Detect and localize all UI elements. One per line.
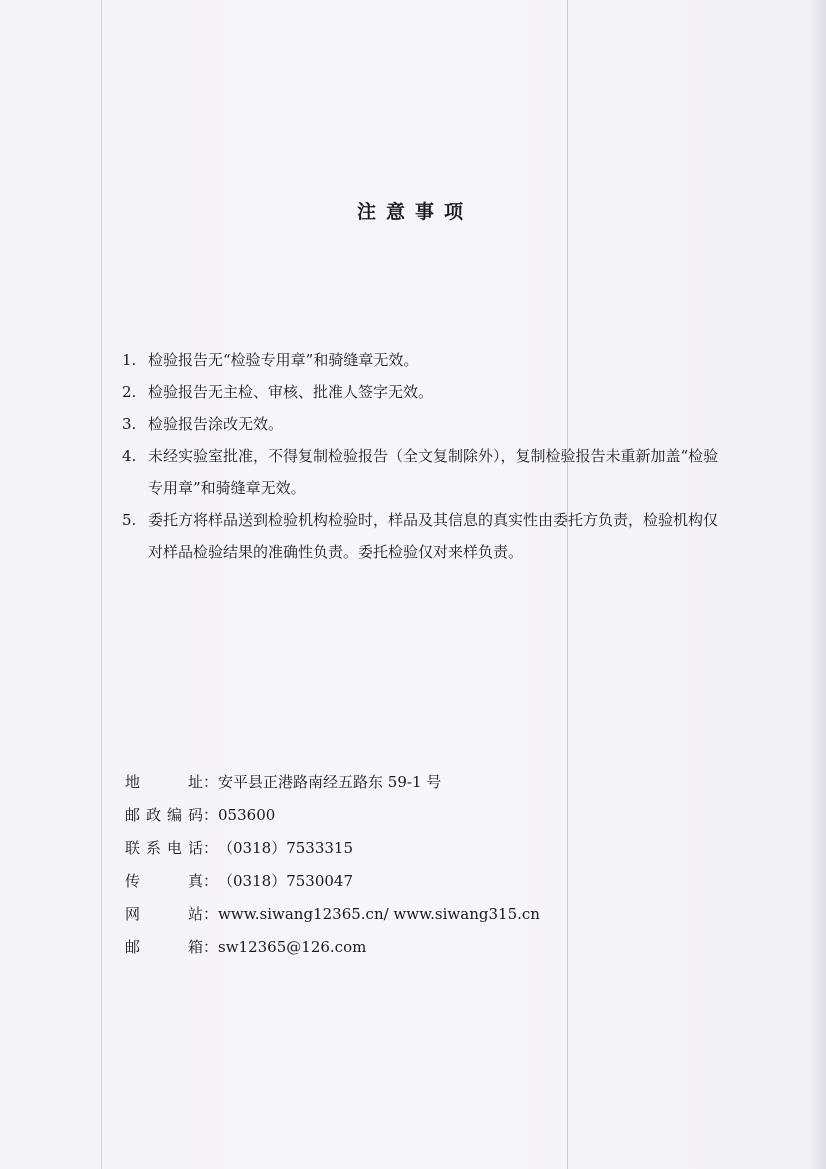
contact-fax: 传真 ： （0318）7530047 (125, 865, 540, 898)
note-item (122, 408, 722, 440)
fold-line-left (101, 0, 102, 1169)
note-number: 2. (122, 383, 137, 401)
contact-label: 邮政编码 (125, 806, 203, 824)
note-text: 检验报告无主检、审核、批准人签字无效。 (148, 383, 434, 401)
page-title: 注意事项 (356, 201, 473, 223)
email-link[interactable]: sw12365@126.com (218, 938, 367, 956)
contact-label: 地址 (125, 773, 203, 791)
note-number: 4. (122, 447, 137, 465)
website-link[interactable]: www.siwang12365.cn/ www.siwang315.cn (218, 905, 540, 923)
contact-address: 地址 ： 安平县正港路南经五路东 59-1 号 (125, 766, 540, 799)
note-text: 检验报告无“检验专用章”和骑缝章无效。 (148, 351, 419, 369)
fold-line-right (567, 0, 568, 1169)
contact-label: 传真 (125, 872, 203, 890)
note-number: 3. (122, 415, 137, 433)
notes-list (122, 344, 722, 568)
note-item (122, 504, 722, 568)
contact-email: 邮箱 ： sw12365@126.com (125, 931, 540, 964)
contact-label: 网站 (125, 905, 203, 923)
note-item (122, 440, 722, 504)
note-text: 未经实验室批准，不得复制检验报告（全文复制除外），复制检验报告未重新加盖“检验专用章”和骑缝章无效。 (148, 447, 719, 497)
note-item (122, 344, 722, 376)
note-number: 5. (122, 511, 137, 529)
note-text: 委托方将样品送到检验机构检验时，样品及其信息的真实性由委托方负责，检验机构仅对样品检验结果的准确性负责。委托检验仅对来样负责。 (148, 511, 719, 561)
contact-website: 网站 ： www.siwang12365.cn/ www.siwang315.cn (125, 898, 540, 931)
contact-phone: 联系电话 ： （0318）7533315 (125, 832, 540, 865)
contact-value: 053600 (218, 806, 276, 824)
contact-postcode: 邮政编码 ： 053600 (125, 799, 540, 832)
page-edge-shadow (808, 0, 826, 1169)
contact-label: 邮箱 (125, 938, 203, 956)
contact-label: 联系电话 (125, 839, 203, 857)
contact-value: 安平县正港路南经五路东 59-1 号 (218, 773, 442, 791)
contact-info (125, 766, 540, 964)
note-text: 检验报告涂改无效。 (148, 415, 284, 433)
note-item (122, 376, 722, 408)
note-number: 1. (122, 351, 137, 369)
contact-value: （0318）7533315 (218, 839, 353, 857)
contact-value: （0318）7530047 (218, 872, 353, 890)
